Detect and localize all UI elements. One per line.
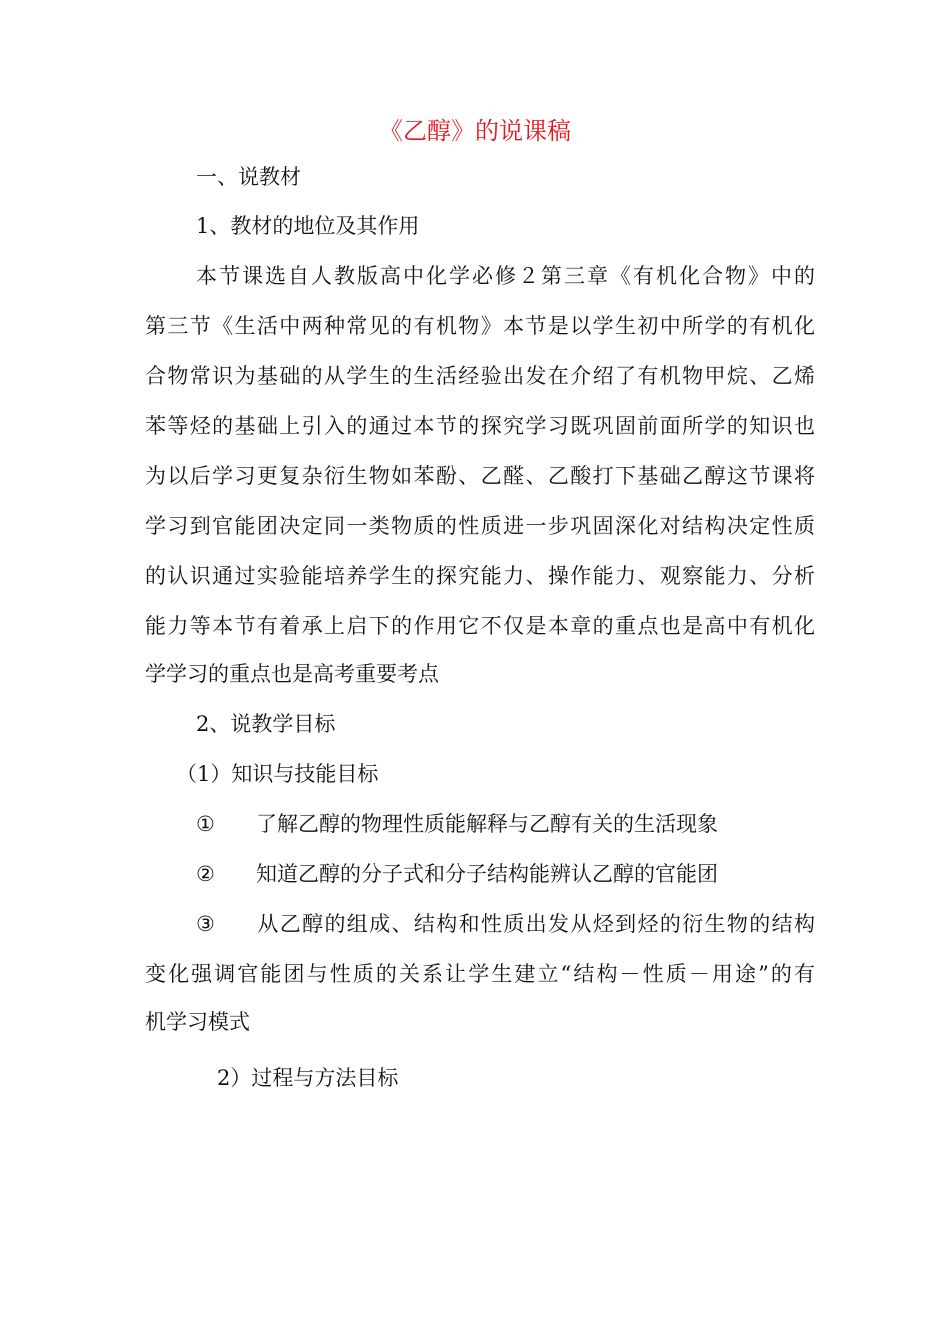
- list-item: [196, 909, 815, 939]
- goal-heading-process: 2）过程与方法目标: [217, 1066, 399, 1090]
- paragraph-line: 本节课选自人教版高中化学必修２第三章《有机化合物》中的: [196, 264, 815, 288]
- paragraph-line: 的认识通过实验能培养学生的探究能力、操作能力、观察能力、分析: [145, 564, 815, 588]
- paragraph-line: 合物常识为基础的从学生的生活经验出发在介绍了有机物甲烷、乙烯: [145, 364, 815, 388]
- list-item: [196, 809, 866, 839]
- list-item-text: 了解乙醇的物理性质能解释与乙醇有关的生活现象: [256, 812, 718, 836]
- document-title: 《乙醇》的说课稿: [379, 117, 571, 145]
- subsection-heading-goals: 2、说教学目标: [196, 712, 336, 736]
- paragraph-line: 为以后学习更复杂衍生物如苯酚、乙醛、乙酸打下基础乙醇这节课将: [145, 464, 815, 488]
- list-marker: ③: [196, 912, 215, 936]
- list-marker: ①: [196, 812, 215, 836]
- section-heading-textbook: 一、说教材: [196, 165, 301, 189]
- list-marker: ②: [196, 862, 215, 886]
- paragraph-line: 苯等烃的基础上引入的通过本节的探究学习既巩固前面所学的知识也: [145, 414, 815, 438]
- list-item-text: 知道乙醇的分子式和分子结构能辨认乙醇的官能团: [256, 862, 718, 886]
- list-item: [196, 859, 866, 889]
- paragraph-line: 学习到官能团决定同一类物质的性质进一步巩固深化对结构决定性质: [145, 514, 815, 538]
- list-item-text: 从乙醇的组成、结构和性质出发从烃到烃的衍生物的结构: [256, 912, 815, 936]
- goal-heading-knowledge: （1）知识与技能目标: [176, 762, 379, 786]
- paragraph-line: 第三节《生活中两种常见的有机物》本节是以学生初中所学的有机化: [145, 314, 815, 338]
- paragraph-line: 能力等本节有着承上启下的作用它不仅是本章的重点也是高中有机化: [145, 614, 815, 638]
- list-item-continuation: 变化强调官能团与性质的关系让学生建立“结构－性质－用途”的有: [145, 962, 815, 986]
- paragraph-line: 学学习的重点也是高考重要考点: [145, 662, 439, 686]
- subsection-heading-role: 1、教材的地位及其作用: [196, 214, 420, 238]
- list-item-continuation: 机学习模式: [145, 1010, 250, 1034]
